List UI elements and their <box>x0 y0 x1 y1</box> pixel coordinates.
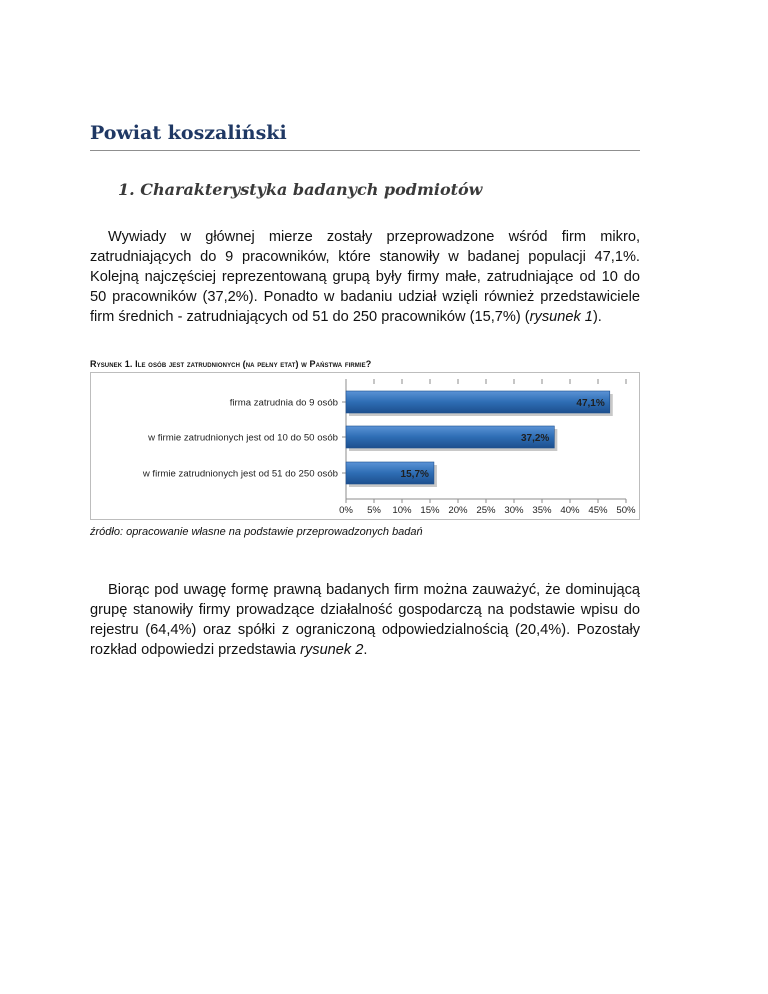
category-label: w firmie zatrudnionych jest od 51 do 250 osób <box>142 468 338 480</box>
data-label: 15,7% <box>400 469 429 480</box>
x-tick-label: 5% <box>367 505 381 516</box>
figure-reference: rysunek 1 <box>529 309 593 325</box>
legal-form-paragraph-text: Biorąc pod uwagę formę prawną badanych firm można zauważyć, że dominującą grupę stanowiły firmy prowadzące działalność gospodarczą na podstawie wpisu do rejestru (64,4%) oraz spółki z ograniczoną odpowiedzialnością (20,4%). Pozostały rozkład odpowiedzi przedstawia <box>90 582 640 658</box>
x-tick-label: 45% <box>588 505 608 516</box>
employment-bar-chart <box>90 372 640 520</box>
category-label: firma zatrudnia do 9 osób <box>229 397 338 409</box>
x-tick-label: 0% <box>339 505 353 516</box>
subsection-title: 1. Charakterystyka badanych podmiotów <box>118 180 483 199</box>
intro-paragraph <box>90 227 640 327</box>
intro-paragraph-tail: ). <box>592 309 602 325</box>
x-tick-label: 20% <box>448 505 468 516</box>
x-tick-label: 15% <box>420 505 440 516</box>
section-divider <box>90 150 640 151</box>
data-label: 37,2% <box>520 433 550 444</box>
x-tick-label: 25% <box>476 505 496 516</box>
chart-canvas <box>91 373 641 521</box>
legal-form-paragraph-tail: . <box>363 642 368 658</box>
figure-reference: rysunek 2 <box>300 642 364 658</box>
x-tick-label: 30% <box>504 505 524 516</box>
x-tick-label: 10% <box>392 505 412 516</box>
data-label: 47,1% <box>576 398 605 409</box>
intro-paragraph-text: Wywiady w głównej mierze zostały przeprowadzone wśród firm mikro, zatrudniających do 9 pracowników, które stanowiły w badanej populacji 47,1%. Kolejną najczęściej reprezentowaną grupą były firmy małe, zatrudniające od 10 do 50 pracowników (37,2%). Ponadto w badaniu udział wzięli również przedstawiciele firm średnich - zatrudniających od 51 do 250 pracowników (15,7%) ( <box>90 229 640 325</box>
bar <box>346 391 610 413</box>
section-title: Powiat koszaliński <box>90 122 287 144</box>
legal-form-paragraph <box>90 580 640 660</box>
x-tick-label: 35% <box>532 505 552 516</box>
figure-source: źródło: opracowanie własne na podstawie przeprowadzonych badań <box>90 526 423 538</box>
category-label: w firmie zatrudnionych jest od 10 do 50 osób <box>148 432 338 444</box>
x-tick-label: 40% <box>560 505 580 516</box>
figure-caption: Rysunek 1. Ile osób jest zatrudnionych (na pełny etat) w Państwa firmie? <box>90 359 372 369</box>
x-tick-label: 50% <box>616 505 636 516</box>
